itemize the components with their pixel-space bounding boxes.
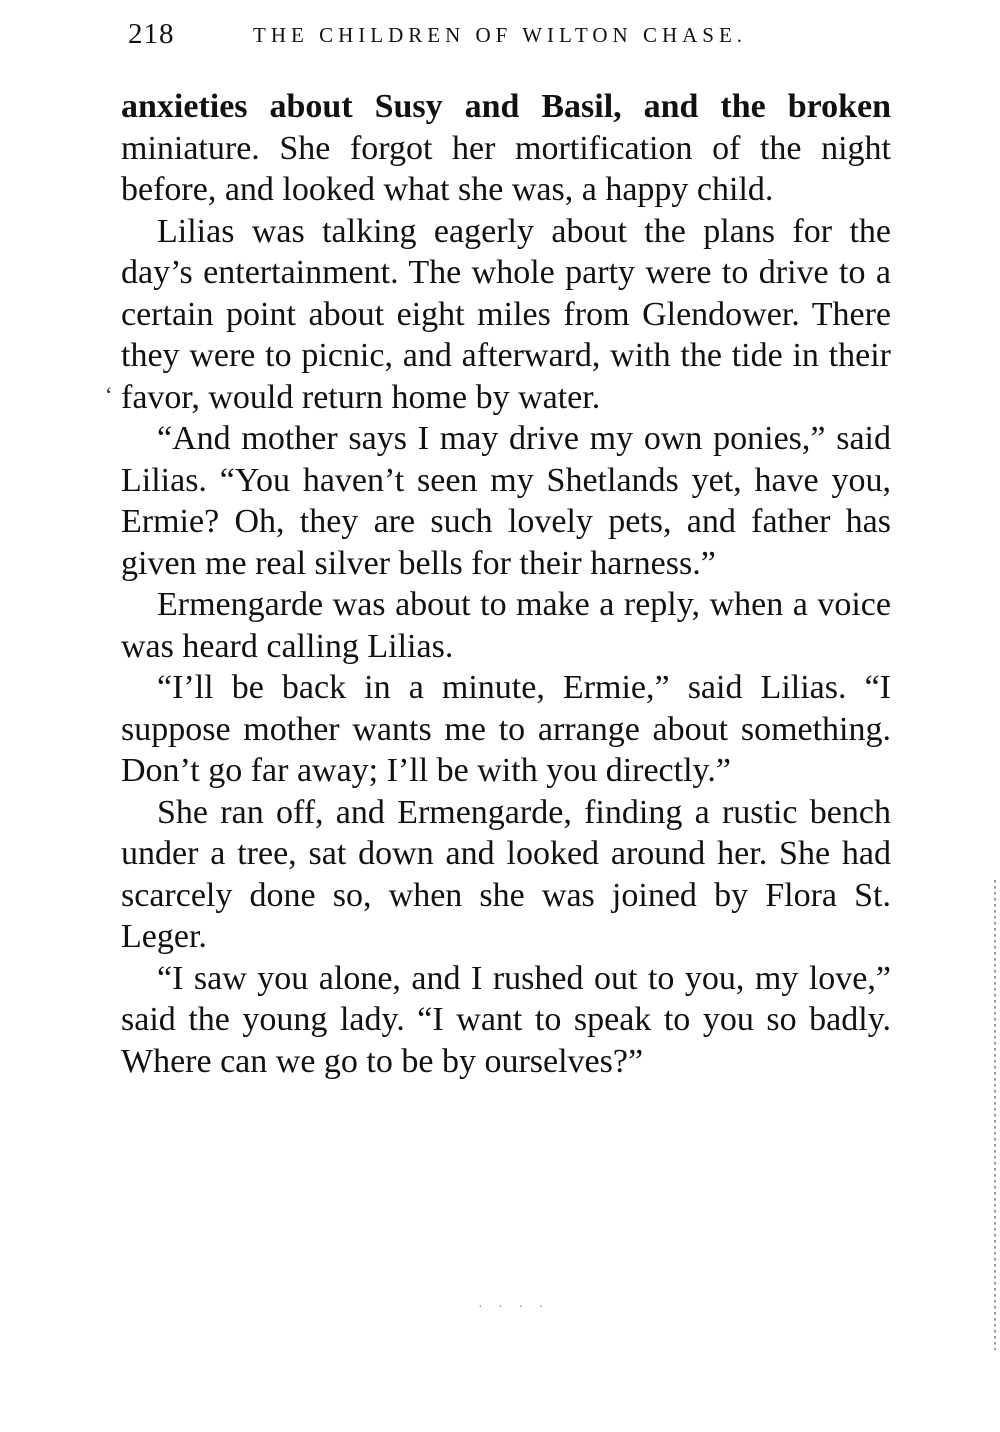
page-edge-speckle xyxy=(994,880,996,1350)
paragraph: “I saw you alone, and I rushed out to you, my love,” said the young lady. “I want to speak to you so badly. Where can we go to be by ourselves?” xyxy=(121,959,891,1080)
page-header xyxy=(128,18,888,58)
paragraph: Lilias was talking eagerly about the plans for the day’s entertainment. The whole party were to drive to a certain point about eight miles from Glendower. There they were to picnic, and afterward, with the tide in their favor, would return home by water. xyxy=(121,212,891,416)
paragraph: She ran off, and Ermengarde, finding a rustic bench under a tree, sat down and looked around her. She had scarcely done so, when she was joined by Flora St. Leger. xyxy=(121,793,891,955)
paragraph-lead: anxieties about Susy and Basil, and the broken xyxy=(121,88,891,125)
paragraph: “I’ll be back in a minute, Ermie,” said Lilias. “I suppose mother wants me to arrange about something. Don’t go far away; I’ll be with you directly.” xyxy=(121,669,891,789)
margin-mark: ‘ xyxy=(105,382,113,407)
paragraph xyxy=(121,86,891,211)
page-number: 218 xyxy=(128,18,175,50)
paragraph: “And mother says I may drive my own ponies,” said Lilias. “You haven’t seen my Shetlands yet, have you, Ermie? Oh, they are such lovely pets, and father has given me real silver bells for their harness.” xyxy=(121,420,891,582)
print-speckle: · · · · xyxy=(478,1300,550,1315)
paragraph-text: miniature. She forgot her mortification of the night before, and looked what she was, a happy child. xyxy=(121,129,891,208)
paragraph: Ermengarde was about to make a reply, when a voice was heard calling Lilias. xyxy=(121,586,891,665)
body-text xyxy=(121,86,891,1082)
running-head: THE CHILDREN OF WILTON CHASE. xyxy=(253,23,748,47)
